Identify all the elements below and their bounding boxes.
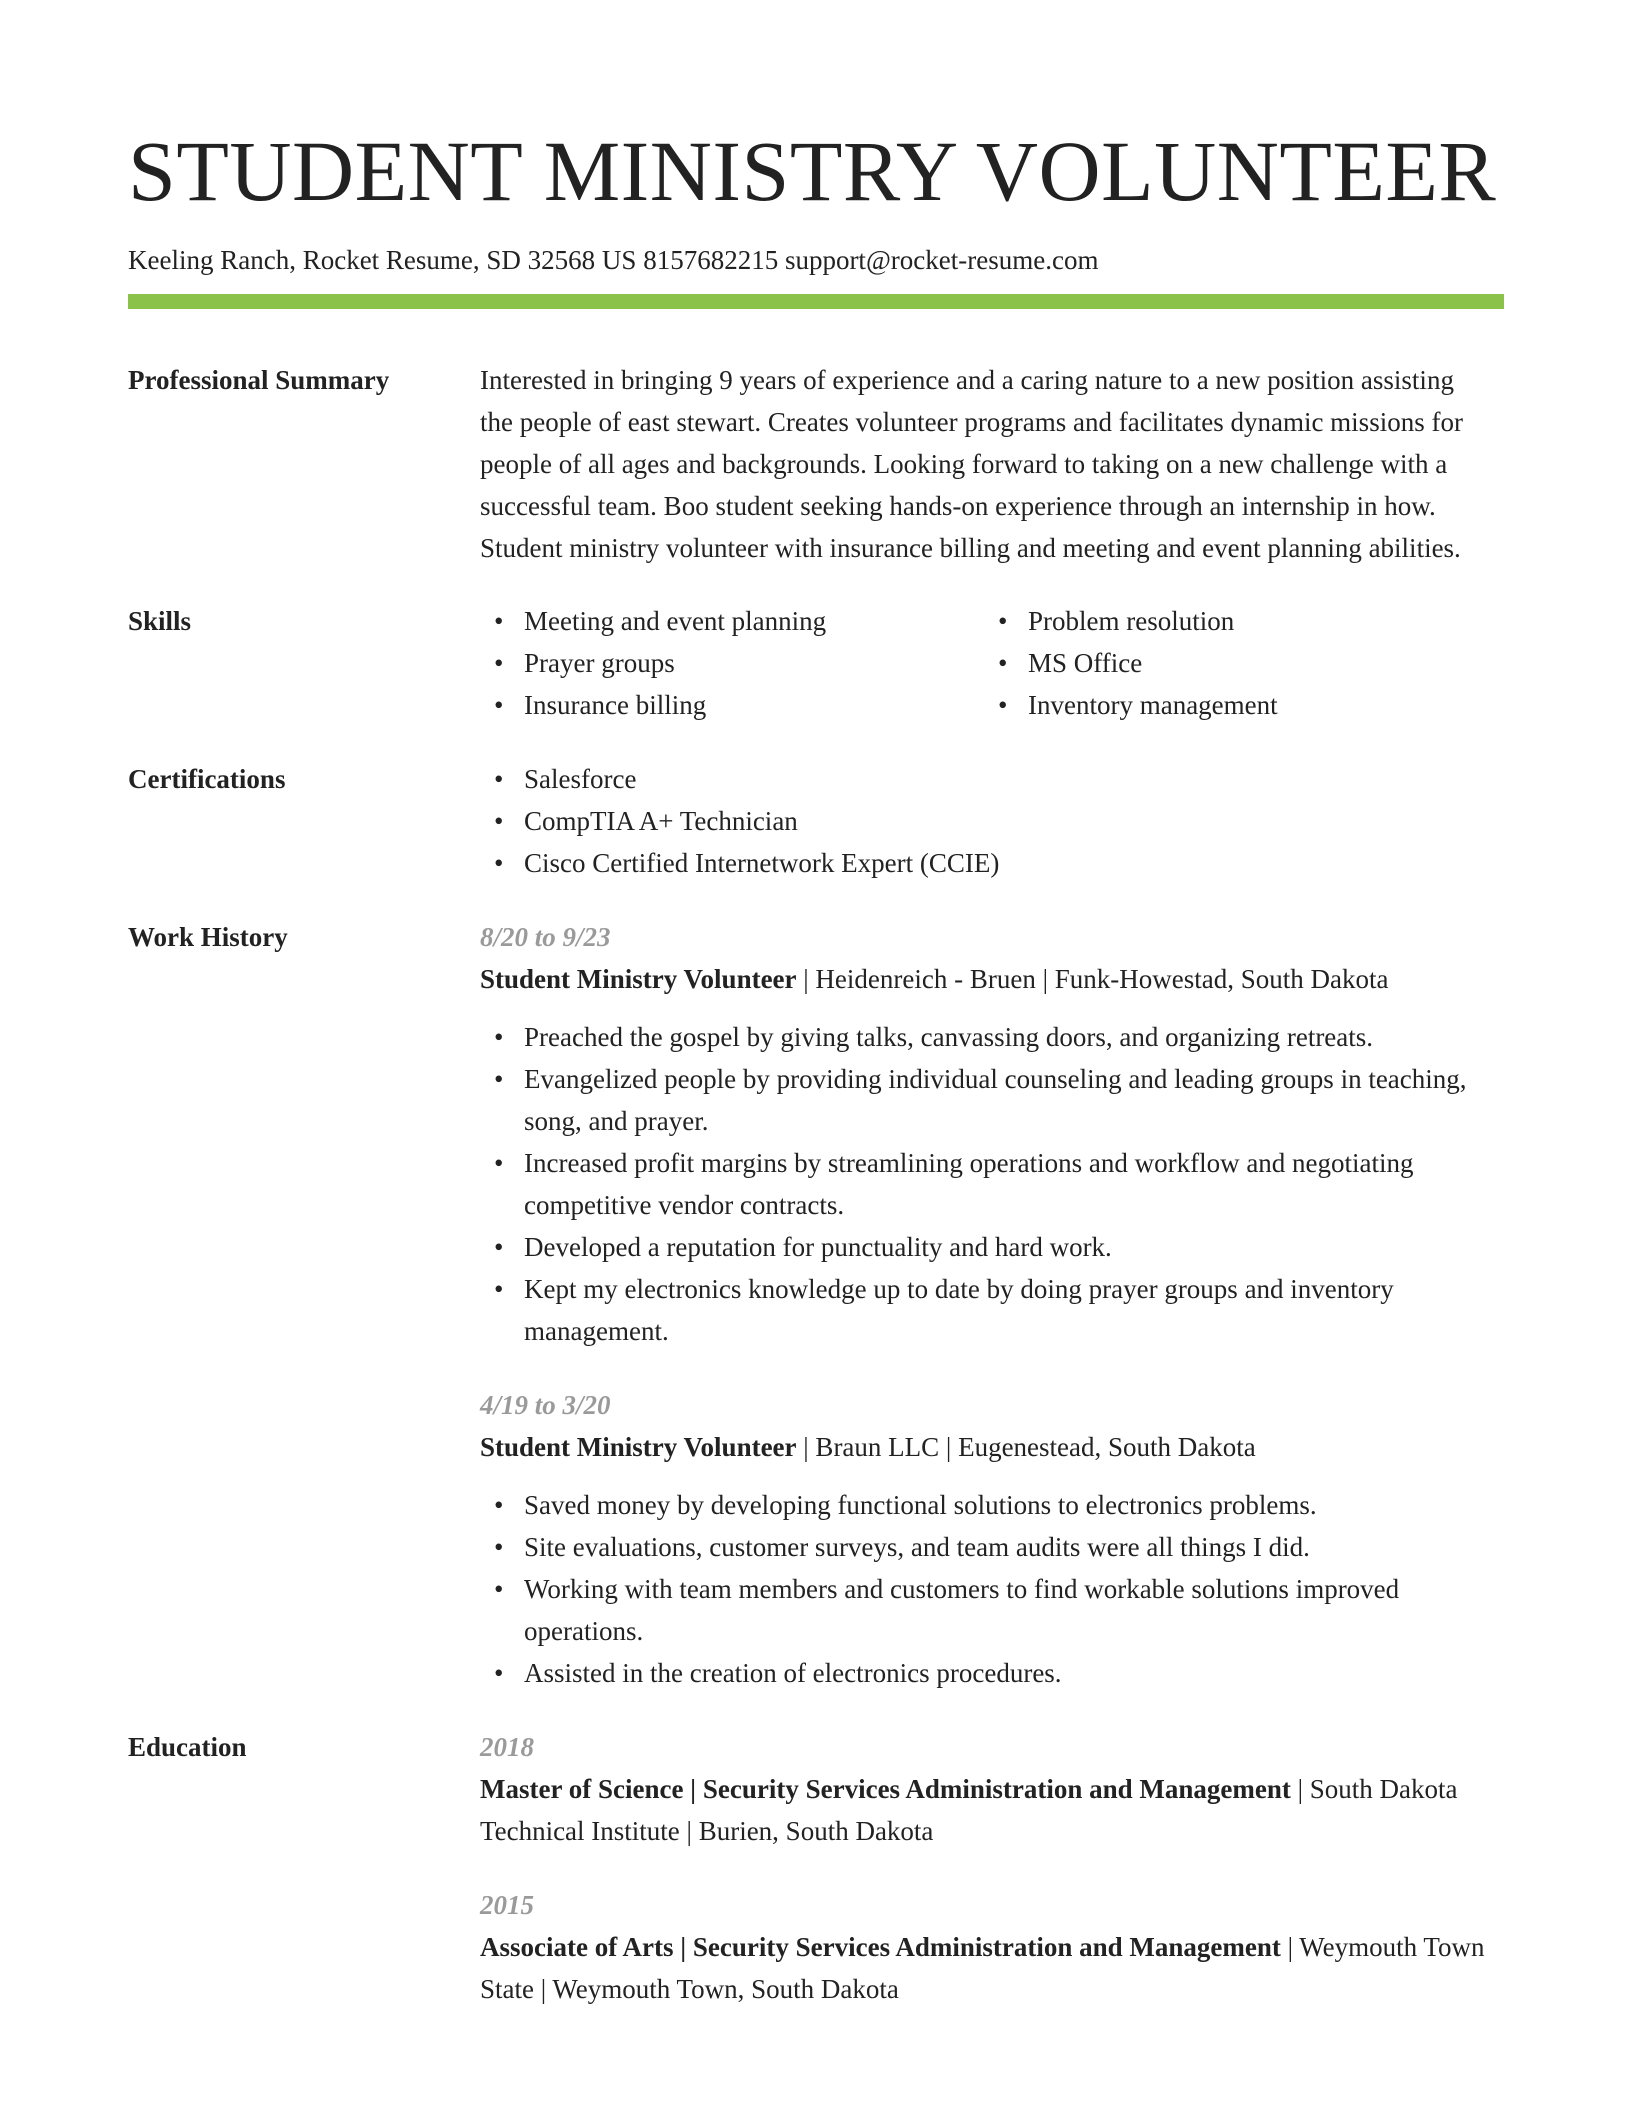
bullet-icon: • (494, 1274, 504, 1305)
skills-column-1 (480, 600, 984, 726)
candidate-name: STUDENT MINISTRY VOLUNTEER (128, 123, 1497, 219)
skills-column-2 (984, 600, 1488, 726)
section-label-skills: Skills (128, 606, 192, 637)
bullet-icon: • (998, 648, 1008, 679)
education-heading (480, 1926, 1490, 2010)
education-entry (480, 1726, 1490, 1852)
job-bullet (480, 1016, 1490, 1058)
bullet-icon: • (998, 606, 1008, 637)
job-bullet (480, 1268, 1490, 1352)
bullet-icon: • (494, 648, 504, 679)
certification-item (480, 758, 1490, 800)
education-details: | Weymouth Town State | Weymouth Town, South Dakota (480, 1932, 1485, 2005)
education-degree: Associate of Arts | Security Services Administration and Management (480, 1932, 1281, 1963)
education-section (128, 1726, 1504, 2010)
job-details: | Braun LLC | Eugenestead, South Dakota (796, 1432, 1256, 1463)
skill-item (984, 600, 1488, 642)
job-bullet (480, 1226, 1490, 1268)
job-bullet-text: Saved money by developing functional solutions to electronics problems. (524, 1490, 1317, 1521)
bullet-icon: • (494, 764, 504, 795)
work-history-section (128, 916, 1504, 1694)
job-bullet-list (480, 1016, 1490, 1352)
job-bullet (480, 1652, 1490, 1694)
skill-text: Problem resolution (1028, 606, 1235, 637)
certification-text: CompTIA A+ Technician (524, 806, 798, 837)
skill-item (480, 684, 984, 726)
bullet-icon: • (494, 1574, 504, 1605)
bullet-icon: • (494, 1658, 504, 1689)
skill-text: Meeting and event planning (524, 606, 827, 637)
job-title: Student Ministry Volunteer (480, 964, 797, 995)
job-bullet (480, 1058, 1490, 1142)
accent-divider (128, 294, 1504, 309)
section-label-work: Work History (128, 922, 288, 953)
work-history-body (480, 916, 1490, 1694)
skill-text: MS Office (1028, 648, 1143, 679)
summary-section (128, 359, 1504, 569)
bullet-icon: • (494, 1532, 504, 1563)
education-entry (480, 1884, 1490, 2010)
job-bullet (480, 1484, 1490, 1526)
job-entry (480, 1384, 1490, 1694)
certification-text: Cisco Certified Internetwork Expert (CCIE) (524, 848, 1000, 879)
bullet-icon: • (494, 1490, 504, 1521)
skill-text: Inventory management (1028, 690, 1278, 721)
education-heading (480, 1768, 1490, 1852)
certification-text: Salesforce (524, 764, 637, 795)
skill-item (984, 642, 1488, 684)
job-bullet-text: Site evaluations, customer surveys, and team audits were all things I did. (524, 1532, 1310, 1563)
skill-item (984, 684, 1488, 726)
bullet-icon: • (494, 606, 504, 637)
education-body (480, 1726, 1490, 2010)
skill-item (480, 600, 984, 642)
certifications-body (480, 758, 1490, 884)
education-details: | South Dakota Technical Institute | Burien, South Dakota (480, 1774, 1458, 1847)
job-bullet-text: Assisted in the creation of electronics procedures. (524, 1658, 1062, 1689)
job-bullet-list (480, 1484, 1490, 1694)
skills-list (480, 600, 1490, 726)
job-bullet-text: Working with team members and customers to find workable solutions improved operations. (524, 1574, 1400, 1647)
job-details: | Heidenreich - Bruen | Funk-Howestad, South Dakota (796, 964, 1389, 995)
job-bullet-text: Increased profit margins by streamlining operations and workflow and negotiating competitive vendor contracts. (524, 1148, 1414, 1221)
job-title: Student Ministry Volunteer (480, 1432, 797, 1463)
job-bullet (480, 1526, 1490, 1568)
job-date: 4/19 to 3/20 (480, 1390, 611, 1421)
bullet-icon: • (494, 1148, 504, 1179)
bullet-icon: • (494, 1064, 504, 1095)
summary-text: Interested in bringing 9 years of experience and a caring nature to a new position assisting the people of east stewart. Creates volunteer programs and facilitates dynamic missions for people of all ages and backgrounds. Looking forward to taking on a new challenge with a successful team. Boo student seeking hands-on experience through an internship in how. Student ministry volunteer with insurance billing and meeting and event planning abilities. (480, 365, 1463, 564)
job-heading (480, 1426, 1490, 1468)
section-label-certifications: Certifications (128, 764, 286, 795)
job-bullet-text: Evangelized people by providing individual counseling and leading groups in teaching, song, and prayer. (524, 1064, 1467, 1137)
contact-info: Keeling Ranch, Rocket Resume, SD 32568 US 8157682215 support@rocket-resume.com (128, 245, 1099, 275)
skill-item (480, 642, 984, 684)
bullet-icon: • (494, 1022, 504, 1053)
bullet-icon: • (494, 1232, 504, 1263)
job-bullet (480, 1142, 1490, 1226)
job-bullet-text: Preached the gospel by giving talks, canvassing doors, and organizing retreats. (524, 1022, 1374, 1053)
bullet-icon: • (494, 806, 504, 837)
job-bullet-text: Kept my electronics knowledge up to date by doing prayer groups and inventory management. (524, 1274, 1394, 1347)
resume-page (128, 0, 1504, 2010)
job-bullet-text: Developed a reputation for punctuality and hard work. (524, 1232, 1112, 1263)
certification-item (480, 842, 1490, 884)
job-entry (480, 916, 1490, 1352)
job-bullet (480, 1568, 1490, 1652)
job-heading (480, 958, 1490, 1000)
certifications-section (128, 758, 1504, 884)
certifications-list (480, 758, 1490, 884)
skill-text: Insurance billing (524, 690, 707, 721)
education-date: 2018 (480, 1732, 534, 1763)
skill-text: Prayer groups (524, 648, 675, 679)
section-label-summary: Professional Summary (128, 365, 390, 396)
certification-item (480, 800, 1490, 842)
job-date: 8/20 to 9/23 (480, 922, 611, 953)
education-degree: Master of Science | Security Services Administration and Management (480, 1774, 1291, 1805)
bullet-icon: • (998, 690, 1008, 721)
bullet-icon: • (494, 690, 504, 721)
education-date: 2015 (480, 1890, 534, 1921)
skills-section (128, 600, 1504, 726)
bullet-icon: • (494, 848, 504, 879)
section-label-education: Education (128, 1732, 247, 1763)
